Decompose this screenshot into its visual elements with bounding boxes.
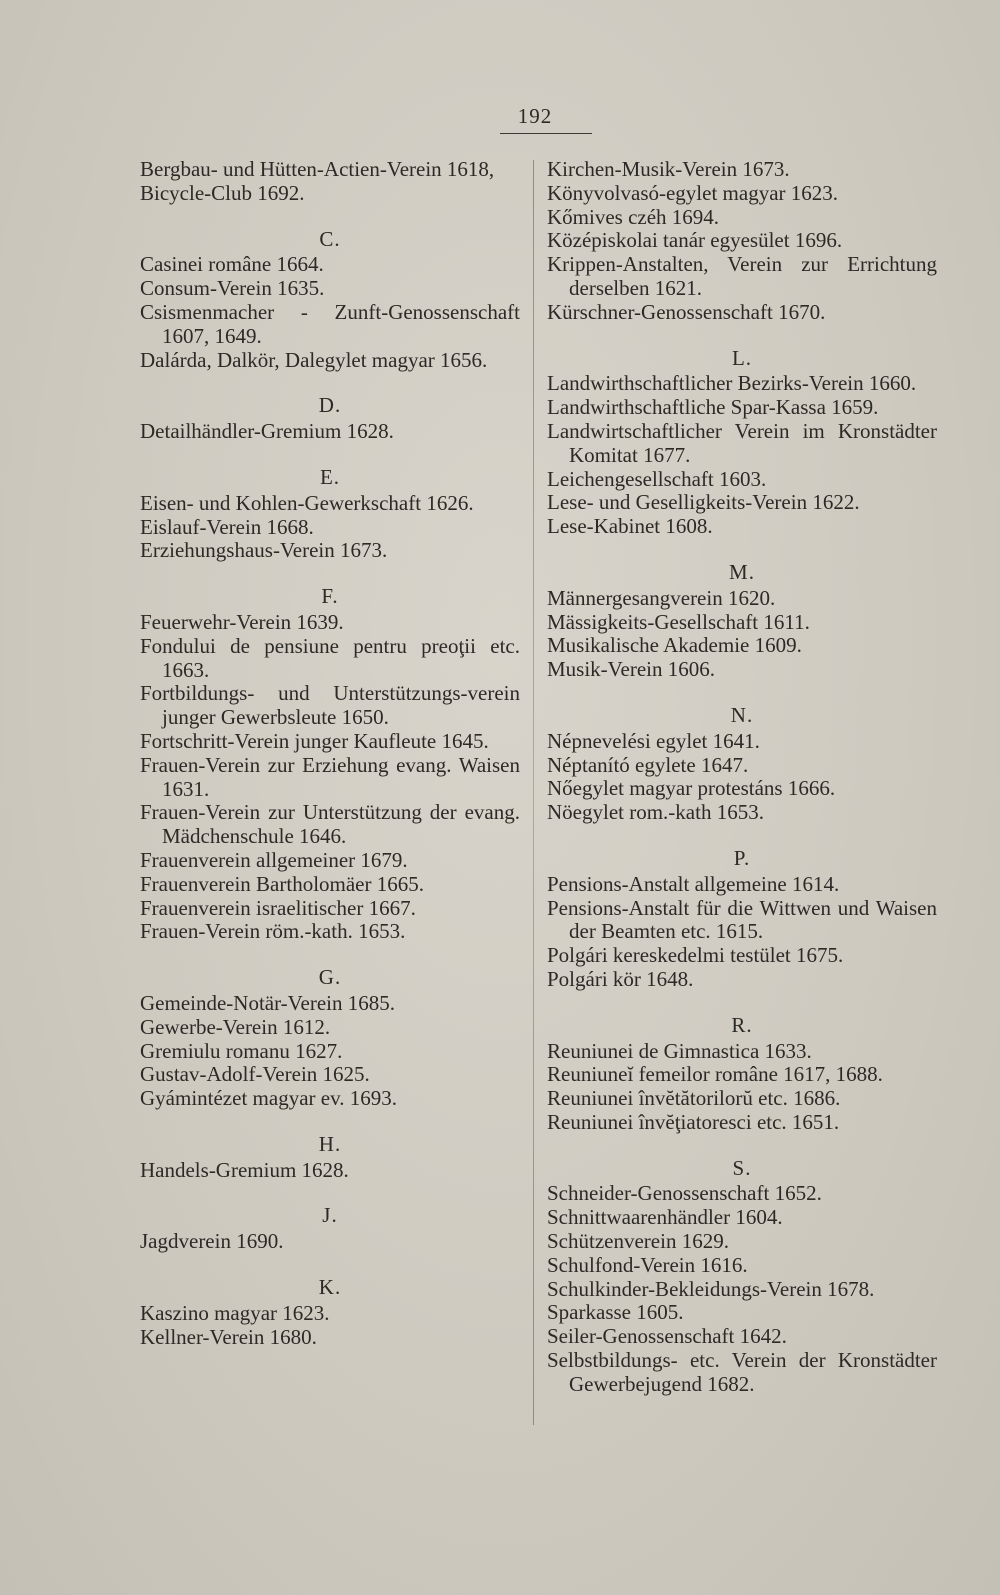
index-entry: Leichengesellschaft 1603. [547,466,767,491]
index-entry: Frauen-Verein zur Unterstützung der evang. Mädchenschule 1646. [140,800,520,849]
index-entry: Nöegylet rom.-kath 1653. [547,800,764,825]
index-entry: Reuniunei învĕţiatoresci etc. 1651. [547,1109,840,1134]
index-entry: Nőegylet magyar protestáns 1666. [547,776,836,801]
index-entry: Gyámintézet magyar ev. 1693. [140,1086,397,1111]
index-entry: Schneider-Genossenschaft 1652. [547,1181,822,1206]
index-entry: Fortschritt-Verein junger Kaufleute 1645. [140,728,489,753]
index-section [140,563,520,944]
index-entry: Consum-Verein 1635. [140,276,325,301]
index-section [140,206,520,373]
index-entry: Handels-Gremium 1628. [140,1157,349,1182]
index-entry: Jagdverein 1690. [140,1229,284,1254]
index-entry: Seiler-Genossenschaft 1642. [547,1324,787,1349]
section-gap [547,539,937,553]
section-letter: K. [318,1275,342,1300]
right-column [547,158,937,1397]
column-divider [533,160,534,1425]
section-letter: F. [321,584,339,609]
page-number: 192 [517,104,553,128]
index-entry: Gustav-Adolf-Verein 1625. [140,1062,370,1087]
index-entry: Polgári kereskedelmi testület 1675. [547,943,844,968]
index-entry: Kirchen-Musik-Verein 1673. [547,157,790,181]
index-entry: Männergesangverein 1620. [547,585,776,610]
index-entry: Kellner-Verein 1680. [140,1324,317,1349]
index-entry: Landwirthschaftliche Spar-Kassa 1659. [547,395,879,420]
index-section [140,1182,520,1254]
section-letter: L. [731,345,753,370]
index-entry: Gemeinde-Notär-Verein 1685. [140,990,395,1015]
index-entry: Középiskolai tanár egyesület 1696. [547,228,843,253]
index-entry: Gewerbe-Verein 1612. [140,1014,331,1039]
index-entry: Erziehungshaus-Verein 1673. [140,538,388,563]
index-section [140,944,520,1111]
index-entry: Frauenverein allgemeiner 1679. [140,847,408,872]
index-entry: Detailhändler-Gremium 1628. [140,419,394,444]
index-section [140,444,520,563]
index-section [140,1111,520,1183]
index-entry: Landwirtschaftlicher Verein im Kronstädter Komitat 1677. [547,418,937,467]
index-entry: Csismenmacher - Zunft-Genossenschaft 1607, 1649. [140,299,520,348]
section-letter: M. [729,559,755,584]
index-entry: Néptanító egylete 1647. [547,752,749,777]
index-entry: Eislauf-Verein 1668. [140,514,314,539]
index-section [547,992,937,1135]
index-entry: Pensions-Anstalt allgemeine 1614. [547,871,840,896]
section-gap [547,682,937,696]
section-letter: G. [318,965,342,990]
index-entry: Landwirthschaftlicher Bezirks-Verein 1660. [547,371,917,396]
section-letter: R. [731,1012,753,1037]
page-number-rule [500,133,592,134]
index-entry: Schützenverein 1629. [547,1229,729,1254]
index-entry: Mässigkeits-Gesellschaft 1611. [547,609,810,634]
section-gap [140,1254,520,1268]
index-entry: Könyvolvasó-egylet magyar 1623. [547,180,839,205]
index-entry: Schulfond-Verein 1616. [547,1252,748,1277]
index-entry: Reuniunei de Gimnastica 1633. [547,1038,812,1063]
section-letter: N. [730,702,754,727]
index-entry: Frauen-Verein zur Erziehung evang. Waisen 1631. [140,752,520,801]
index-entry: Lese- und Geselligkeits-Verein 1622. [547,490,860,515]
index-entry: Lese-Kabinet 1608. [547,514,713,539]
index-entry: Polgári kör 1648. [547,966,694,991]
section-letter: C. [319,226,341,251]
index-entry: Frauenverein israelitischer 1667. [140,895,416,920]
section-gap [140,563,520,577]
index-entry: Feuerwehr-Verein 1639. [140,609,344,634]
index-entry: Musikalische Akademie 1609. [547,633,802,658]
index-entry: Dalárda, Dalkör, Dalegylet magyar 1656. [140,347,488,372]
index-section [547,158,937,325]
section-gap [140,444,520,458]
section-letter: P. [733,845,751,870]
index-entry: Eisen- und Kohlen-Gewerkschaft 1626. [140,490,474,515]
section-gap [140,944,520,958]
index-entry: Fortbildungs- und Unterstützungs-verein junger Gewerbsleute 1650. [140,681,520,730]
index-entry: Casinei române 1664. [140,252,324,277]
index-section [547,325,937,539]
index-entry: Fondului de pensiune pentru preoţii etc. 1663. [140,633,520,682]
index-entry: Népnevelési egylet 1641. [547,728,760,753]
index-section [140,372,520,444]
section-gap [140,372,520,386]
index-entry: Selbstbildungs- etc. Verein der Kronstädter Gewerbejugend 1682. [547,1348,937,1396]
index-entry: Kürschner-Genossenschaft 1670. [547,299,826,324]
index-entry: Kaszino magyar 1623. [140,1300,330,1325]
index-entry: Schulkinder-Bekleidungs-Verein 1678. [547,1276,875,1301]
index-entry: Pensions-Anstalt für die Wittwen und Waisen der Beamten etc. 1615. [547,895,937,944]
index-entry: Schnittwaarenhändler 1604. [547,1205,783,1230]
section-letter: H. [318,1131,342,1156]
index-entry: Kőmives czéh 1694. [547,204,720,229]
section-gap [140,206,520,220]
section-gap [547,992,937,1006]
index-section [547,825,937,992]
section-gap [547,825,937,839]
index-section [547,682,937,825]
index-section [140,158,520,206]
index-entry: Bicycle-Club 1692. [140,180,305,205]
index-section [547,1135,937,1397]
index-entry: Musik-Verein 1606. [547,657,715,682]
index-entry: Gremiulu romanu 1627. [140,1038,343,1063]
section-letter: J. [322,1203,338,1228]
left-column [140,158,520,1349]
index-entry: Frauen-Verein röm.-kath. 1653. [140,919,406,944]
section-gap [140,1182,520,1196]
index-section [140,1254,520,1349]
index-entry: Reuniuneĭ femeilor române 1617, 1688. [547,1062,883,1087]
index-section [547,539,937,682]
section-letter: E. [319,464,341,489]
index-entry: Bergbau- und Hütten-Actien-Verein 1618, [140,157,495,181]
section-gap [547,325,937,339]
index-entry: Frauenverein Bartholomäer 1665. [140,871,424,896]
section-letter: S. [732,1155,752,1180]
index-entry: Sparkasse 1605. [547,1300,684,1325]
index-entry: Krippen-Anstalten, Verein zur Errichtung derselben 1621. [547,252,937,300]
section-letter: D. [318,393,342,418]
section-gap [547,1135,937,1149]
section-gap [140,1111,520,1125]
index-entry: Reuniunei învĕtătorilorŭ etc. 1686. [547,1086,841,1111]
